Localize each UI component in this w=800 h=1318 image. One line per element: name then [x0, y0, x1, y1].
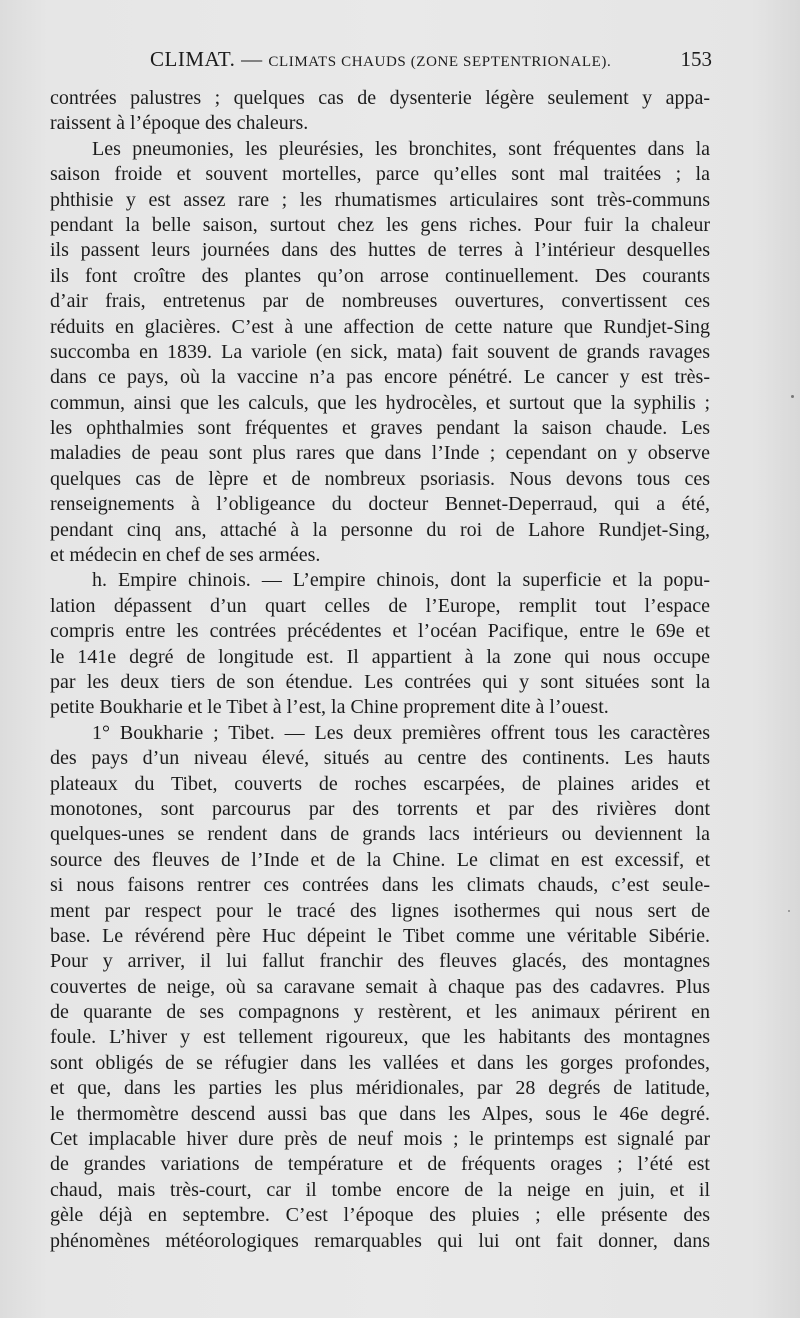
margin-speck: [791, 395, 794, 398]
text-line: phénomènes météorologiques remarquables qui lui ont fait donner, dans: [50, 1229, 710, 1252]
text-line: succomba en 1839. La variole (en sick, mata) fait souvent de grands ravages: [50, 340, 710, 363]
text-line: dans ce pays, où la vaccine n’a pas encore pénétré. Le cancer y est très-: [50, 366, 710, 389]
text-line: saison froide et souvent mortelles, parce qu’elles sont mal traitées ; la: [50, 163, 710, 186]
text-line: de grandes variations de température et de fréquents orages ; l’été est: [50, 1153, 710, 1176]
text-line: couvertes de neige, où sa caravane semait à chaque pas des cadavres. Plus: [50, 975, 710, 998]
text-line: pendant cinq ans, attaché à la personne du roi de Lahore Rundjet-Sing,: [50, 518, 710, 541]
text-line: gèle déjà en septembre. C’est l’époque des pluies ; elle présente des: [50, 1204, 710, 1227]
running-title: [150, 47, 611, 72]
text-line: par les deux tiers de son étendue. Les contrées qui y sont situées sont la: [50, 670, 710, 693]
text-line: les ophthalmies sont fréquentes et graves pendant la saison chaude. Les: [50, 417, 710, 440]
body-text: [50, 86, 710, 1254]
text-line: plateaux du Tibet, couverts de roches escarpées, de plaines arides et: [50, 772, 710, 795]
text-line: de quarante de ses compagnons y restèrent, et les animaux périrent en: [50, 1001, 710, 1024]
text-line: des pays d’un niveau élevé, situés au centre des continents. Les hauts: [50, 747, 710, 770]
text-line: ment par respect pour le tracé des lignes isothermes qui nous sert de: [50, 899, 710, 922]
text-line: et médecin en chef de ses armées.: [50, 544, 321, 567]
text-line: foule. L’hiver y est tellement rigoureux, que les habitants des montagnes: [50, 1026, 710, 1049]
text-line: quelques cas de lèpre et de nombreux psoriasis. Nous devons tous ces: [50, 467, 710, 490]
text-line: sont obligés de se réfugier dans les vallées et dans les gorges profondes,: [50, 1051, 710, 1074]
margin-speck: [788, 910, 790, 912]
text-line: renseignements à l’obligeance du docteur Bennet-Deperraud, qui a été,: [50, 493, 710, 516]
running-header: [50, 47, 712, 79]
text-line: quelques-unes se rendent dans de grands lacs intérieurs ou deviennent la: [50, 823, 710, 846]
running-title-section: CLIMATS CHAUDS (ZONE SEPTENTRIONALE).: [268, 54, 612, 70]
text-line: et que, dans les parties les plus méridionales, par 28 degrés de latitude,: [50, 1077, 710, 1100]
text-line: pendant la belle saison, surtout chez les gens riches. Pour fuir la chaleur: [50, 213, 710, 236]
page-number: 153: [680, 47, 712, 71]
text-line: Cet implacable hiver dure près de neuf mois ; le printemps est signalé par: [50, 1128, 710, 1151]
text-line: maladies de peau sont plus rares que dans l’Inde ; cependant on y observe: [50, 442, 710, 465]
text-line: le thermomètre descend aussi bas que dans les Alpes, sous le 46e degré.: [50, 1102, 710, 1125]
text-line: compris entre les contrées précédentes et l’océan Pacifique, entre le 69e et: [50, 620, 710, 643]
text-line: Les pneumonies, les pleurésies, les bronchites, sont fréquentes dans la: [92, 137, 710, 160]
text-line: contrées palustres ; quelques cas de dysenterie légère seulement y appa-: [50, 87, 710, 109]
text-line: ils passent leurs journées dans des huttes de terres à l’intérieur desquelles: [50, 239, 710, 262]
text-line: h. Empire chinois. — L’empire chinois, dont la superficie et la popu-: [92, 569, 710, 592]
text-line: si nous faisons rentrer ces contrées dans les climats chauds, c’est seule-: [50, 874, 710, 897]
text-line: ils font croître des plantes qu’on arrose continuellement. Des courants: [50, 264, 710, 287]
text-line: d’air frais, entretenus par de nombreuses ouvertures, convertissent ces: [50, 290, 710, 313]
text-line: commun, ainsi que les calculs, que les hydrocèles, et surtout que la syphilis ;: [50, 391, 710, 414]
text-line: base. Le révérend père Huc dépeint le Tibet comme une véritable Sibérie.: [50, 924, 710, 947]
text-line: petite Boukharie et le Tibet à l’est, la Chine proprement dite à l’ouest.: [50, 696, 609, 719]
text-line: raissent à l’époque des chaleurs.: [50, 112, 309, 135]
text-line: chaud, mais très-court, car il tombe encore de la neige en juin, et il: [50, 1178, 710, 1201]
text-line: 1° Boukharie ; Tibet. — Les deux premières offrent tous les caractères: [92, 721, 710, 744]
text-line: lation dépassent d’un quart celles de l’Europe, remplit tout l’espace: [50, 594, 710, 617]
text-line: Pour y arriver, il lui fallut franchir des fleuves glacés, des montagnes: [50, 950, 710, 973]
text-line: le 141e degré de longitude est. Il appartient à la zone qui nous occupe: [50, 645, 710, 668]
running-title-main: CLIMAT. —: [150, 47, 263, 71]
text-line: phthisie y est assez rare ; les rhumatismes articulaires sont très-communs: [50, 188, 710, 211]
text-line: monotones, sont parcourus par des torrents et par des rivières dont: [50, 797, 710, 820]
text-line: source des fleuves de l’Inde et de la Chine. Le climat en est excessif, et: [50, 848, 710, 871]
text-line: réduits en glacières. C’est à une affection de cette nature que Rundjet-Sing: [50, 315, 710, 338]
